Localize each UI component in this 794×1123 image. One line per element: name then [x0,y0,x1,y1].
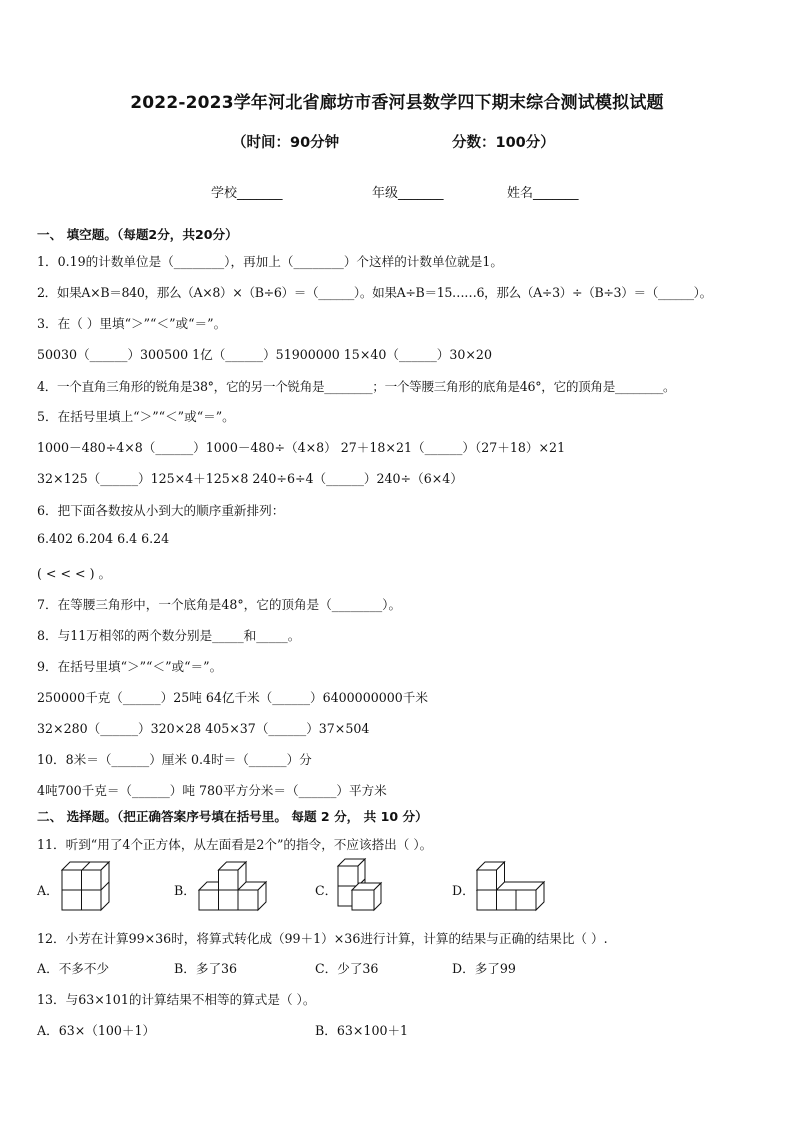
question-3-items: 50030（______）300500 1亿（______）51900000 15×40（______）30×20 [37,347,492,362]
q11-figure-c [336,858,388,914]
question-6-numbers: 6.402 6.204 6.4 6.24 [37,531,170,546]
question-13: 13．与63×101的计算结果不相等的算式是（ ）。 [37,992,316,1007]
q11-option-a-label: A． [37,883,59,898]
exam-score: 分数：100分） [452,135,555,151]
q12-option-a: A．不多不少 [37,961,110,976]
q12-option-c: C．少了36 [315,961,379,976]
grade-field: 年级_______ [372,186,444,201]
q11-option-b-label: B． [174,883,196,898]
question-2: 2．如果A×B＝840，那么（A×8）×（B÷6）＝（______）。如果A÷B＝15……6，那么（A÷3）÷（B÷3）＝（______）。 [37,285,712,300]
q11-option-c-label: C． [315,883,338,898]
q13-option-a: A．63×（100＋1） [37,1023,156,1038]
question-6-answer: ( < < < ) 。 [37,566,112,581]
question-9: 9．在括号里填“＞”“＜”或“＝”。 [37,659,223,674]
exam-title: 2022-2023学年河北省廊坊市香河县数学四下期末综合测试模拟试题 [130,93,664,113]
question-10-items: 4吨700千克＝（______）吨 780平方分米＝（______）平方米 [37,783,387,798]
question-12: 12．小芳在计算99×36时，将算式转化成（99＋1）×36进行计算，计算的结果与正确的结果比（ ）. [37,931,608,946]
question-6: 6．把下面各数按从小到大的顺序重新排列： [37,503,285,518]
section-2-heading: 二、 选择题。（把正确答案序号填在括号里。 每题 2 分， 共 10 分） [37,809,428,824]
q11-figure-d [476,860,546,912]
question-9-items-1: 250000千克（______）25吨 64亿千米（______）6400000000千米 [37,690,428,705]
school-field: 学校_______ [211,186,283,201]
q11-option-d-label: D． [452,883,475,898]
exam-time: （时间：90分钟 [232,135,340,151]
name-field: 姓名_______ [507,186,579,201]
question-5-items-2: 32×125（______）125×4＋125×8 240÷6÷4（______）240÷（6×4） [37,471,463,486]
section-1-heading: 一、 填空题。（每题2分，共20分） [37,227,238,242]
q11-figure-b [198,860,268,912]
question-11: 11．听到“用了4个正方体，从左面看是2个”的指令，不应该搭出（ ）。 [37,837,433,852]
question-1: 1．0.19的计数单位是（________），再加上（________）个这样的计数单位就是1。 [37,254,503,269]
question-7: 7．在等腰三角形中，一个底角是48°，它的顶角是（________）。 [37,597,402,612]
question-5-items-1: 1000－480÷4×8（______）1000－480÷（4×8） 27＋18×21（______）（27＋18）×21 [37,440,566,455]
q13-option-b: B．63×100＋1 [315,1023,409,1038]
question-8: 8．与11万相邻的两个数分别是_____和_____。 [37,628,301,643]
question-9-items-2: 32×280（______）320×28 405×37（______）37×504 [37,721,370,736]
question-4: 4．一个直角三角形的锐角是38°，它的另一个锐角是________；一个等腰三角形的底角是46°，它的顶角是________。 [37,379,676,394]
question-5: 5．在括号里填上“＞”“＜”或“＝”。 [37,409,235,424]
question-3: 3．在（ ）里填“＞”“＜”或“＝”。 [37,316,227,331]
q12-option-b: B．多了36 [174,961,238,976]
q11-figure-a [61,860,111,912]
question-10: 10．8米＝（______）厘米 0.4时＝（______）分 [37,752,312,767]
q12-option-d: D．多了99 [452,961,516,976]
